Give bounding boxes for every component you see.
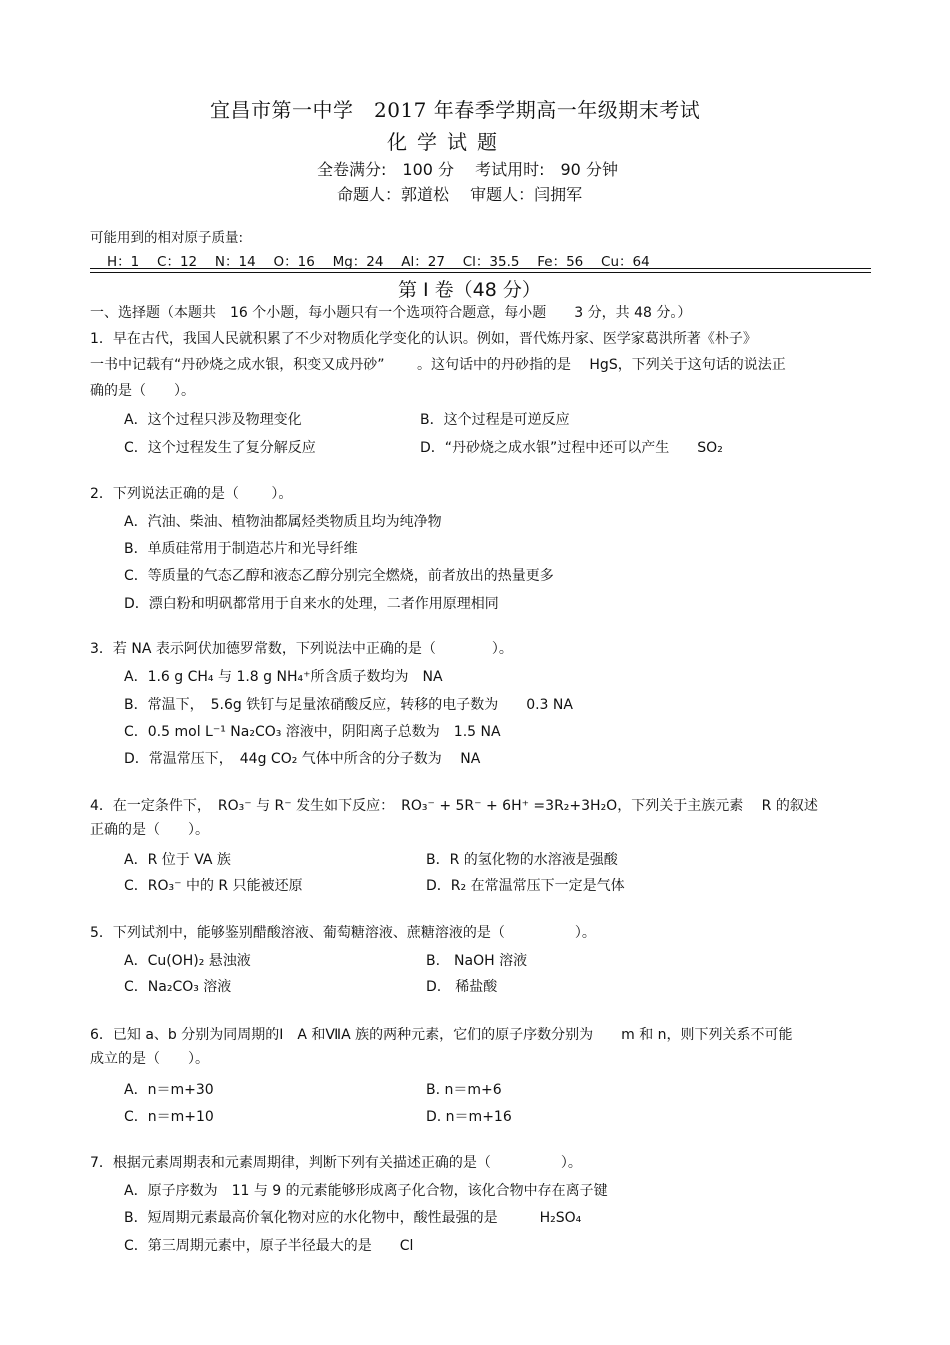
divider-thin: [90, 272, 871, 273]
question-5-option-d: D. 稀盐酸: [426, 979, 498, 995]
question-6-option-b: B. n＝m+6: [426, 1082, 502, 1098]
question-3-option-b: B．常温下， 5.6g 铁钉与足量浓硝酸反应，转移的电子数为 0.3 NA: [124, 697, 573, 713]
question-4-stem-line-1: 4．在一定条件下， RO₃⁻ 与 R⁻ 发生如下反应： RO₃⁻ + 5R⁻ + 6H⁺ =3R₂+3H₂O，下列关于主族元素 R 的叙述: [90, 798, 818, 814]
authors-line: 命题人：郭道松 审题人：闫拥军: [337, 185, 583, 204]
exam-subtitle: 化学试题: [387, 130, 507, 154]
question-3-option-c: C．0.5 mol L⁻¹ Na₂CO₃ 溶液中，阴阳离子总数为 1.5 NA: [124, 724, 501, 740]
question-6-stem-line-1: 6．已知 a、b 分别为同周期的Ⅰ A 和ⅦA 族的两种元素，它们的原子序数分别为 m 和 n，则下列关系不可能: [90, 1027, 793, 1043]
question-6-option-d: D. n＝m+16: [426, 1109, 512, 1125]
question-3-option-d: D．常温常压下， 44g CO₂ 气体中所含的分子数为 NA: [124, 751, 481, 767]
score-time-line: 全卷满分: 100 分 考试用时: 90 分钟: [317, 160, 618, 179]
question-1-option-b: B．这个过程是可逆反应: [420, 412, 570, 428]
question-5-stem: 5．下列试剂中，能够鉴别醋酸溶液、葡萄糖溶液、蔗糖溶液的是（ ）。: [90, 925, 596, 941]
question-3-option-a: A．1.6 g CH₄ 与 1.8 g NH₄⁺所含质子数均为 NA: [124, 669, 443, 685]
atomic-mass-label: 可能用到的相对原子质量:: [90, 230, 244, 246]
section-instruction: 一、选择题（本题共 16 个小题，每小题只有一个选项符合题意，每小题 3 分，共 48 分。）: [90, 305, 692, 321]
question-2-stem: 2．下列说法正确的是（ ）。: [90, 486, 293, 502]
question-2-option-b: B．单质硅常用于制造芯片和光导纤维: [124, 541, 358, 557]
question-7-option-a: A．原子序数为 11 与 9 的元素能够形成离子化合物，该化合物中存在离子键: [124, 1183, 608, 1199]
question-1-option-c: C．这个过程发生了复分解反应: [124, 440, 316, 456]
question-1-stem-line-2: 一书中记载有“丹砂烧之成水银，积变又成丹砂” 。这句话中的丹砂指的是 HgS，下列关于这句话的说法正: [90, 357, 786, 373]
exam-title: 宜昌市第一中学 2017 年春季学期高一年级期末考试: [210, 98, 701, 122]
question-6-stem-line-2: 成立的是（ ）。: [90, 1051, 209, 1067]
question-4-option-b: B．R 的氢化物的水溶液是强酸: [426, 852, 618, 868]
question-6-option-a: A．n＝m+30: [124, 1082, 214, 1098]
question-5-option-a: A．Cu(OH)₂ 悬浊液: [124, 953, 251, 969]
atomic-mass-values: H：1 C：12 N：14 O：16 Mg：24 Al：27 Cl：35.5 Fe：56 Cu：64: [107, 254, 650, 270]
question-1-stem-line-1: 1．早在古代，我国人民就积累了不少对物质化学变化的认识。例如，晋代炼丹家、医学家葛洪所著《朴子》: [90, 331, 757, 347]
question-4-option-d: D．R₂ 在常温常压下一定是气体: [426, 878, 625, 894]
question-1-option-d: D．“丹砂烧之成水银”过程中还可以产生 SO₂: [420, 440, 723, 456]
question-4-option-a: A．R 位于 VA 族: [124, 852, 231, 868]
question-5-option-b: B. NaOH 溶液: [426, 953, 528, 969]
question-5-option-c: C．Na₂CO₃ 溶液: [124, 979, 232, 995]
section-title: 第 I 卷（48 分）: [398, 279, 541, 301]
question-1-option-a: A．这个过程只涉及物理变化: [124, 412, 302, 428]
question-6-option-c: C．n＝m+10: [124, 1109, 214, 1125]
question-3-stem: 3．若 NA 表示阿伏加德罗常数，下列说法中正确的是（ ）。: [90, 641, 513, 657]
divider-thick: [90, 268, 871, 269]
question-2-option-a: A．汽油、柴油、植物油都属烃类物质且均为纯净物: [124, 514, 442, 530]
question-7-stem: 7．根据元素周期表和元素周期律，判断下列有关描述正确的是（ ）。: [90, 1155, 582, 1171]
question-2-option-c: C．等质量的气态乙醇和液态乙醇分别完全燃烧，前者放出的热量更多: [124, 568, 554, 584]
question-1-stem-line-3: 确的是（ ）。: [90, 383, 195, 399]
question-4-stem-line-2: 正确的是（ ）。: [90, 822, 209, 838]
question-4-option-c: C．RO₃⁻ 中的 R 只能被还原: [124, 878, 303, 894]
question-7-option-c: C．第三周期元素中，原子半径最大的是 Cl: [124, 1238, 414, 1254]
question-2-option-d: D．漂白粉和明矾都常用于自来水的处理，二者作用原理相同: [124, 596, 499, 612]
question-7-option-b: B．短周期元素最高价氧化物对应的水化物中，酸性最强的是 H₂SO₄: [124, 1210, 582, 1226]
